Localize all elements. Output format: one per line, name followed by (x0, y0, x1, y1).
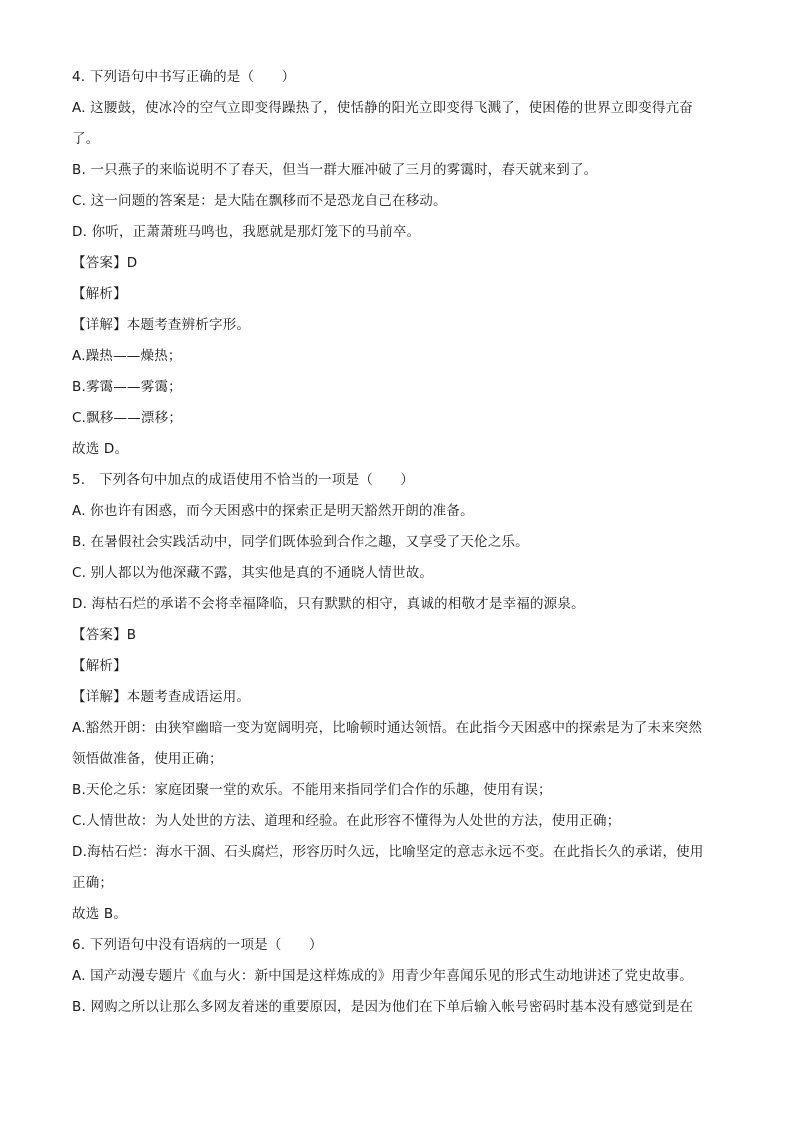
q5-explain-a-cont: 领悟做准备，使用正确； (72, 751, 223, 767)
q6-option-a: A. 国产动漫专题片《血与火：新中国是这样炼成的》用青少年喜闻乐见的形式生动地讲述了党史故事。 (72, 968, 693, 984)
q5-stem: 5. 下列各句中加点的成语使用不恰当的一项是（ ） (72, 472, 415, 488)
q5-option-a: A. 你也许有困惑，而今天困惑中的探索正是明天豁然开朗的准备。 (72, 503, 474, 519)
q4-option-d: D. 你听，正萧萧班马鸣也，我愿就是那灯笼下的马前卒。 (72, 224, 421, 240)
q5-explain-a: A.豁然开朗：由狭窄幽暗一变为宽阔明亮，比喻顿时通达领悟。在此指今天困惑中的探索是为了未来突然 (72, 720, 703, 736)
q4-explain-a: A.躁热——燥热； (72, 348, 182, 364)
q4-option-a-cont: 了。 (72, 131, 100, 147)
q5-explain-b: B.天伦之乐：家庭团聚一堂的欢乐。不能用来指同学们合作的乐趣，使用有误； (72, 782, 552, 798)
q6-option-b: B. 网购之所以让那么多网友着迷的重要原因，是因为他们在下单后输入帐号密码时基本没有感觉到是在 (72, 999, 694, 1015)
q4-detail: 【详解】本题考查辨析字形。 (72, 317, 251, 333)
q4-analysis-label: 【解析】 (72, 286, 127, 302)
q5-explain-d: D.海枯石烂：海水干涸、石头腐烂，形容历时久远，比喻坚定的意志永远不变。在此指长久的承诺，使用 (72, 844, 704, 860)
q4-option-b: B. 一只燕子的来临说明不了春天，但当一群大雁冲破了三月的雾霭时，春天就来到了。 (72, 162, 598, 178)
document-page (72, 62, 722, 1023)
q4-explain-b: B.雾霭——雾霭； (72, 379, 182, 395)
q4-stem: 4. 下列语句中书写正确的是（ ） (72, 69, 296, 85)
q5-analysis-label: 【解析】 (72, 658, 127, 674)
q4-answer: 【答案】D (72, 255, 138, 271)
q5-answer: 【答案】B (72, 627, 137, 643)
q6-stem: 6. 下列语句中没有语病的一项是（ ） (72, 937, 323, 953)
q5-option-d: D. 海枯石烂的承诺不会将幸福降临，只有默默的相守，真诚的相敬才是幸福的源泉。 (72, 596, 585, 612)
q4-option-a: A. 这腰鼓，使冰冷的空气立即变得躁热了，使恬静的阳光立即变得飞溅了，使困倦的世界立即变得亢奋 (72, 100, 693, 116)
q4-conclusion: 故选 D。 (72, 441, 129, 457)
q5-explain-d-cont: 正确； (72, 875, 114, 891)
q5-conclusion: 故选 B。 (72, 906, 128, 922)
q5-option-c: C. 别人都以为他深藏不露，其实他是真的不通晓人情世故。 (72, 565, 434, 581)
q5-detail: 【详解】本题考查成语运用。 (72, 689, 251, 705)
q4-option-c: C. 这一问题的答案是：是大陆在飘移而不是恐龙自己在移动。 (72, 193, 447, 209)
q5-explain-c: C.人情世故：为人处世的方法、道理和经验。在此形容不懂得为人处世的方法，使用正确； (72, 813, 621, 829)
q4-explain-c: C.飘移——漂移； (72, 410, 183, 426)
q5-option-b: B. 在暑假社会实践活动中，同学们既体验到合作之趣，又享受了天伦之乐。 (72, 534, 529, 550)
